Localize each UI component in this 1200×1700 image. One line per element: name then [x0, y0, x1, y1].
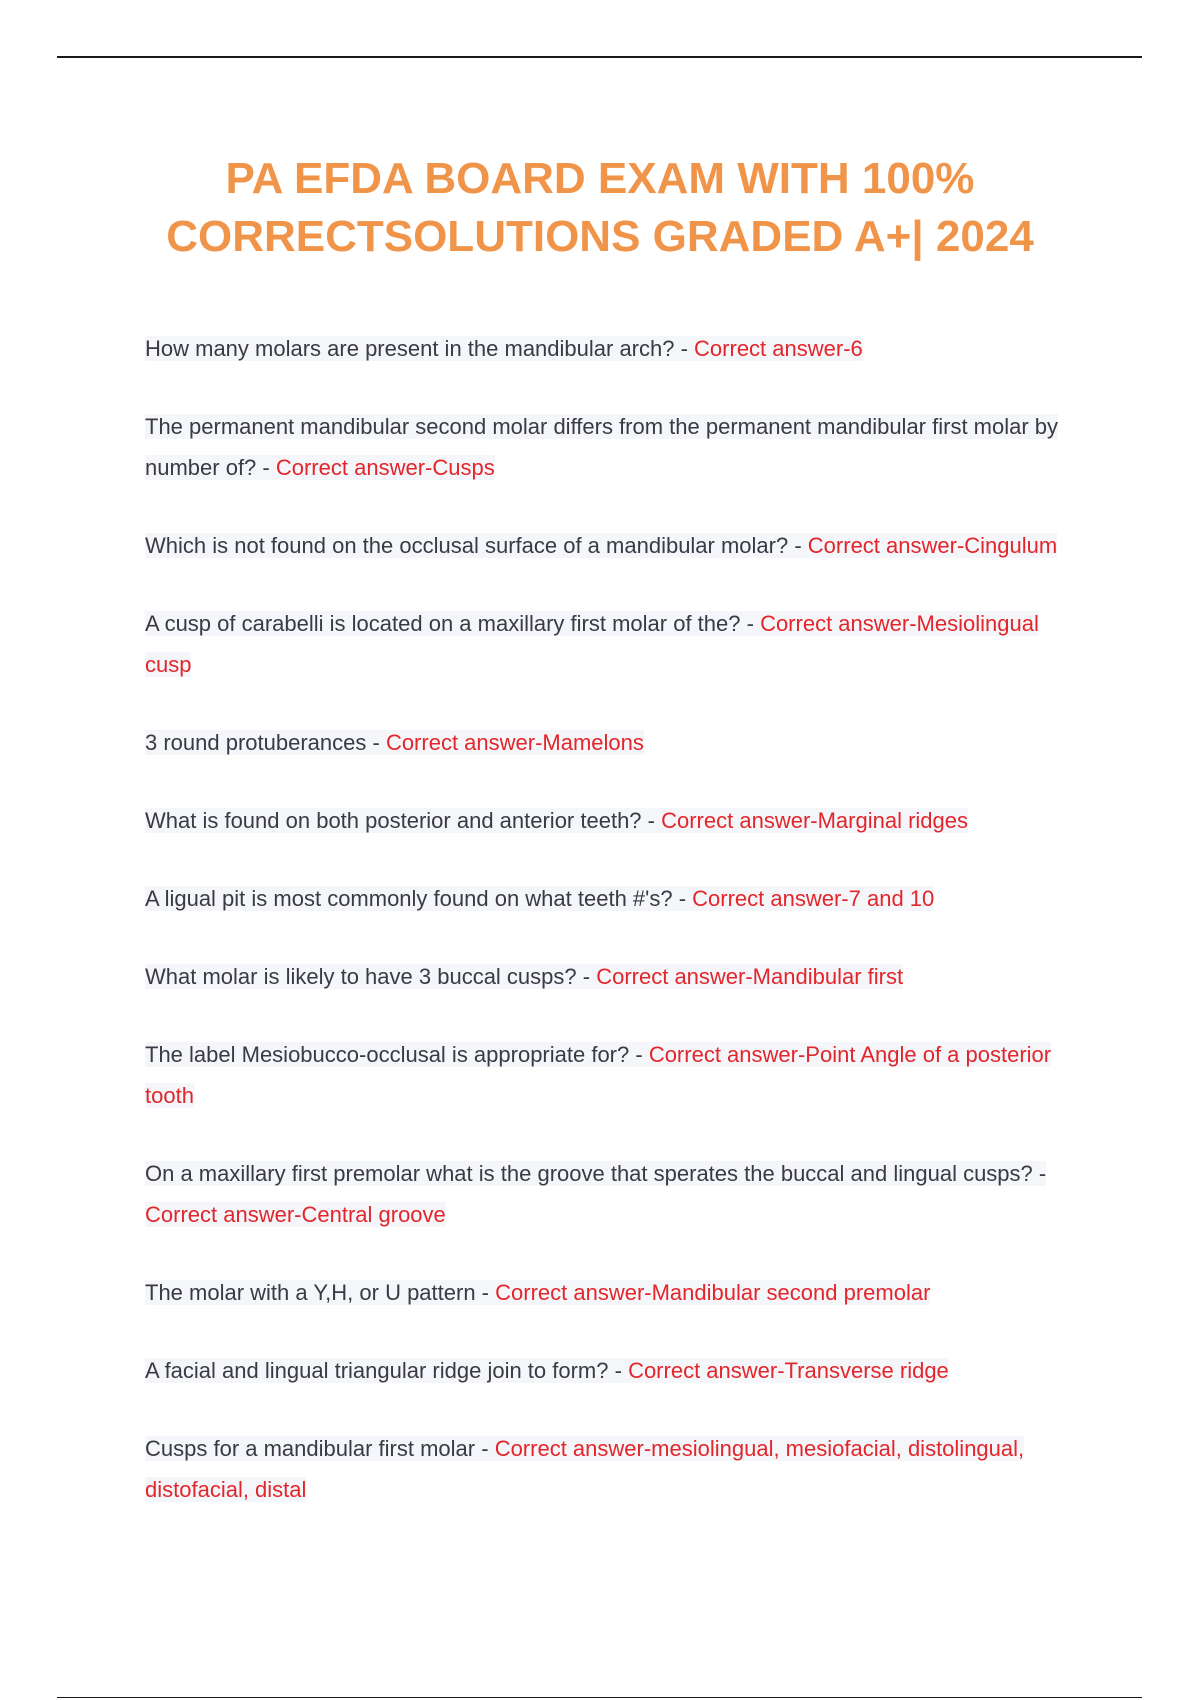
- separator: -: [674, 336, 695, 361]
- qa-item: [145, 800, 1065, 841]
- qa-item: [145, 878, 1065, 919]
- qa-item: [145, 406, 1065, 488]
- separator: -: [475, 1436, 495, 1461]
- question-text: A ligual pit is most commonly found on what teeth #'s?: [145, 886, 673, 911]
- answer-text: Correct answer-Cusps: [275, 455, 495, 480]
- answer-text: Correct answer-7 and 10: [692, 886, 935, 911]
- answer-text: Correct answer-Mandibular second premolar: [495, 1280, 931, 1305]
- question-text: On a maxillary first premolar what is the groove that sperates the buccal and lingual cusps?: [145, 1161, 1033, 1186]
- separator: -: [475, 1280, 496, 1305]
- question-text: How many molars are present in the mandibular arch?: [145, 336, 675, 361]
- answer-text: Correct answer-Central groove: [145, 1202, 446, 1227]
- qa-item: [145, 328, 1065, 369]
- answer-text: Correct answer-Marginal ridges: [661, 808, 968, 833]
- question-text: The molar with a Y,H, or U pattern: [145, 1280, 476, 1305]
- answer-text: Correct answer-6: [694, 336, 863, 361]
- separator: -: [576, 964, 597, 989]
- question-text: The permanent mandibular second molar differs from the permanent mandibular first molar by number of?: [145, 414, 1059, 480]
- answer-text: Correct answer-Mamelons: [385, 730, 644, 755]
- page-title: [60, 150, 1140, 266]
- question-text: Which is not found on the occlusal surface of a mandibular molar?: [145, 533, 789, 558]
- separator: -: [256, 455, 276, 480]
- qa-item: [145, 1153, 1065, 1235]
- top-rule: [57, 56, 1142, 58]
- separator: -: [366, 730, 386, 755]
- qa-item: [145, 956, 1065, 997]
- question-text: Cusps for a mandibular first molar: [145, 1436, 476, 1461]
- separator: -: [641, 808, 662, 833]
- question-text: A cusp of carabelli is located on a maxillary first molar of the?: [145, 611, 741, 636]
- separator: -: [629, 1042, 649, 1067]
- qa-item: [145, 1350, 1065, 1391]
- answer-text: Correct answer-Cingulum: [807, 533, 1058, 558]
- separator: -: [1032, 1161, 1047, 1186]
- answer-text: Correct answer-mesiolingual, mesiofacial, distolingual, distofacial, distal: [145, 1436, 1025, 1502]
- separator: -: [788, 533, 808, 558]
- qa-item: [145, 1034, 1065, 1116]
- question-text: 3 round protuberances: [145, 730, 367, 755]
- question-text: What is found on both posterior and anterior teeth?: [145, 808, 642, 833]
- title-line-1: PA EFDA BOARD EXAM WITH 100%: [225, 154, 975, 203]
- answer-text: Correct answer-Mandibular first: [596, 964, 904, 989]
- separator: -: [740, 611, 761, 636]
- qa-item: [145, 525, 1065, 566]
- qa-item: [145, 1428, 1065, 1510]
- qa-item: [145, 722, 1065, 763]
- qa-list: [145, 328, 1065, 1547]
- question-text: A facial and lingual triangular ridge join to form?: [145, 1358, 609, 1383]
- answer-text: Correct answer-Transverse ridge: [628, 1358, 949, 1383]
- separator: -: [672, 886, 693, 911]
- qa-item: [145, 1272, 1065, 1313]
- answer-text: Correct answer-Point Angle of a posterior tooth: [145, 1042, 1052, 1108]
- qa-item: [145, 603, 1065, 685]
- question-text: What molar is likely to have 3 buccal cusps?: [145, 964, 577, 989]
- question-text: The label Mesiobucco-occlusal is appropriate for?: [145, 1042, 630, 1067]
- separator: -: [608, 1358, 629, 1383]
- answer-text: Correct answer-Mesiolingual cusp: [145, 611, 1039, 677]
- title-line-2: CORRECTSOLUTIONS GRADED A+| 2024: [166, 212, 1034, 261]
- bottom-rule: [57, 1697, 1142, 1698]
